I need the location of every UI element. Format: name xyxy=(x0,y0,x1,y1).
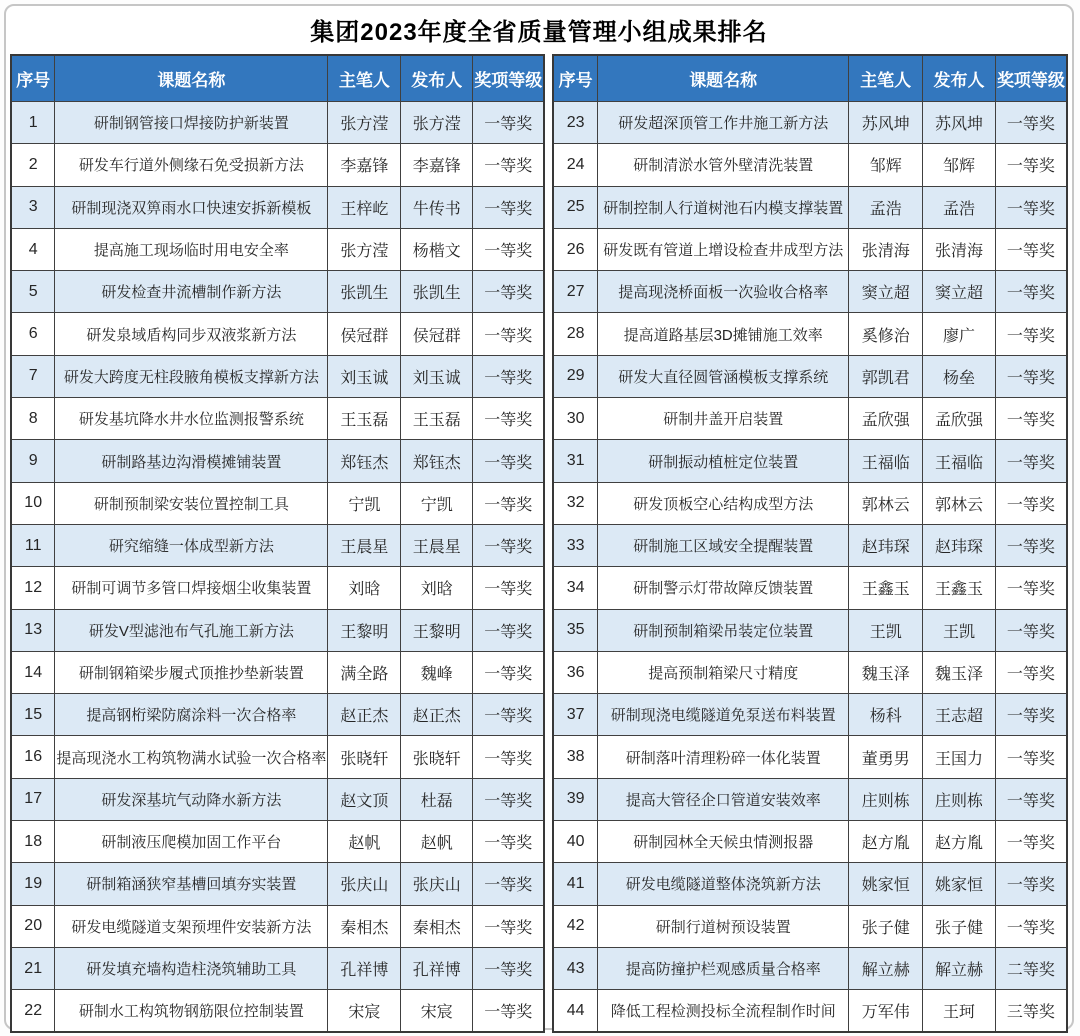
main-author-cell: 奚修治 xyxy=(849,313,923,355)
main-author-cell: 杨科 xyxy=(849,694,923,736)
main-author-cell: 侯冠群 xyxy=(328,313,401,355)
publisher-cell: 王凯 xyxy=(923,609,996,651)
topic-cell: 研制落叶清理粉碎一体化装置 xyxy=(598,736,849,778)
award-cell: 一等奖 xyxy=(995,567,1067,609)
topic-cell: 研发检查井流槽制作新方法 xyxy=(55,271,328,313)
award-cell: 一等奖 xyxy=(995,398,1067,440)
publisher-cell: 王福临 xyxy=(923,440,996,482)
topic-cell: 提高现浇水工构筑物满水试验一次合格率 xyxy=(55,736,328,778)
topic-cell: 研制施工区域安全提醒装置 xyxy=(598,524,849,566)
table-row xyxy=(11,102,544,144)
publisher-cell: 张凯生 xyxy=(401,271,473,313)
table-row xyxy=(11,736,544,778)
main-author-cell: 满全路 xyxy=(328,651,401,693)
main-author-cell: 张方滢 xyxy=(328,228,401,270)
row-number-cell: 9 xyxy=(11,440,55,482)
publisher-cell: 侯冠群 xyxy=(401,313,473,355)
main-author-cell: 董勇男 xyxy=(849,736,923,778)
publisher-cell: 廖广 xyxy=(923,313,996,355)
header-topic: 课题名称 xyxy=(598,55,849,102)
main-author-cell: 张清海 xyxy=(849,228,923,270)
table-body-right xyxy=(553,102,1067,1033)
table-row xyxy=(553,905,1067,947)
main-author-cell: 王凯 xyxy=(849,609,923,651)
topic-cell: 研制现浇电缆隧道免泵送布料装置 xyxy=(598,694,849,736)
topic-cell: 研究缩缝一体成型新方法 xyxy=(55,524,328,566)
row-number-cell: 2 xyxy=(11,144,55,186)
publisher-cell: 牛传书 xyxy=(401,186,473,228)
award-cell: 一等奖 xyxy=(995,905,1067,947)
main-author-cell: 赵正杰 xyxy=(328,694,401,736)
row-number-cell: 30 xyxy=(553,398,597,440)
table-row xyxy=(553,524,1067,566)
award-cell: 一等奖 xyxy=(995,609,1067,651)
row-number-cell: 5 xyxy=(11,271,55,313)
table-row xyxy=(11,905,544,947)
main-author-cell: 刘晗 xyxy=(328,567,401,609)
publisher-cell: 杨楷文 xyxy=(401,228,473,270)
main-author-cell: 赵文顶 xyxy=(328,778,401,820)
topic-cell: 提高大管径企口管道安装效率 xyxy=(598,778,849,820)
main-author-cell: 孟欣强 xyxy=(849,398,923,440)
award-cell: 一等奖 xyxy=(995,144,1067,186)
ranking-table-right xyxy=(552,54,1068,1033)
topic-cell: 研发深基坑气动降水新方法 xyxy=(55,778,328,820)
main-author-cell: 孔祥博 xyxy=(328,947,401,989)
topic-cell: 降低工程检测投标全流程制作时间 xyxy=(598,990,849,1032)
row-number-cell: 10 xyxy=(11,482,55,524)
publisher-cell: 邹辉 xyxy=(923,144,996,186)
award-cell: 一等奖 xyxy=(995,863,1067,905)
table-row xyxy=(11,228,544,270)
table-row xyxy=(553,778,1067,820)
table-row xyxy=(553,440,1067,482)
topic-cell: 研发V型滤池布气孔施工新方法 xyxy=(55,609,328,651)
award-cell: 二等奖 xyxy=(995,947,1067,989)
table-row xyxy=(11,651,544,693)
table-body-left xyxy=(11,102,544,1033)
table-row xyxy=(11,990,544,1032)
topic-cell: 提高道路基层3D摊铺施工效率 xyxy=(598,313,849,355)
topic-cell: 研制现浇双箅雨水口快速安拆新模板 xyxy=(55,186,328,228)
award-cell: 一等奖 xyxy=(473,609,545,651)
main-author-cell: 郭凯君 xyxy=(849,355,923,397)
row-number-cell: 39 xyxy=(553,778,597,820)
row-number-cell: 35 xyxy=(553,609,597,651)
row-number-cell: 12 xyxy=(11,567,55,609)
award-cell: 一等奖 xyxy=(473,736,545,778)
row-number-cell: 43 xyxy=(553,947,597,989)
topic-cell: 研制预制梁安装位置控制工具 xyxy=(55,482,328,524)
award-cell: 一等奖 xyxy=(473,271,545,313)
row-number-cell: 36 xyxy=(553,651,597,693)
publisher-cell: 姚家恒 xyxy=(923,863,996,905)
award-cell: 一等奖 xyxy=(473,778,545,820)
table-row xyxy=(553,651,1067,693)
header-row xyxy=(553,55,1067,102)
main-author-cell: 宋宸 xyxy=(328,990,401,1032)
row-number-cell: 14 xyxy=(11,651,55,693)
table-row xyxy=(553,567,1067,609)
header-topic: 课题名称 xyxy=(55,55,328,102)
row-number-cell: 18 xyxy=(11,821,55,863)
main-author-cell: 苏风坤 xyxy=(849,102,923,144)
main-author-cell: 刘玉诚 xyxy=(328,355,401,397)
header-award-level: 奖项等级 xyxy=(995,55,1067,102)
topic-cell: 提高预制箱梁尺寸精度 xyxy=(598,651,849,693)
award-cell: 一等奖 xyxy=(995,778,1067,820)
publisher-cell: 王黎明 xyxy=(401,609,473,651)
row-number-cell: 3 xyxy=(11,186,55,228)
row-number-cell: 13 xyxy=(11,609,55,651)
row-number-cell: 26 xyxy=(553,228,597,270)
award-cell: 一等奖 xyxy=(473,905,545,947)
table-row xyxy=(553,186,1067,228)
row-number-cell: 44 xyxy=(553,990,597,1032)
header-main-author: 主笔人 xyxy=(849,55,923,102)
table-row xyxy=(11,567,544,609)
publisher-cell: 王志超 xyxy=(923,694,996,736)
table-row xyxy=(11,186,544,228)
table-row xyxy=(553,694,1067,736)
publisher-cell: 解立赫 xyxy=(923,947,996,989)
topic-cell: 研发顶板空心结构成型方法 xyxy=(598,482,849,524)
table-row xyxy=(11,355,544,397)
table-row xyxy=(11,694,544,736)
main-author-cell: 王福临 xyxy=(849,440,923,482)
main-author-cell: 王鑫玉 xyxy=(849,567,923,609)
award-cell: 一等奖 xyxy=(995,228,1067,270)
topic-cell: 提高施工现场临时用电安全率 xyxy=(55,228,328,270)
table-row xyxy=(11,524,544,566)
main-author-cell: 姚家恒 xyxy=(849,863,923,905)
table-row xyxy=(11,609,544,651)
award-cell: 一等奖 xyxy=(473,440,545,482)
topic-cell: 研发既有管道上增设检查井成型方法 xyxy=(598,228,849,270)
row-number-cell: 8 xyxy=(11,398,55,440)
topic-cell: 研制行道树预设装置 xyxy=(598,905,849,947)
award-cell: 一等奖 xyxy=(473,144,545,186)
award-cell: 一等奖 xyxy=(473,482,545,524)
topic-cell: 研制箱涵狭窄基槽回填夯实装置 xyxy=(55,863,328,905)
award-cell: 一等奖 xyxy=(473,694,545,736)
main-author-cell: 张晓轩 xyxy=(328,736,401,778)
header-index: 序号 xyxy=(11,55,55,102)
publisher-cell: 郭林云 xyxy=(923,482,996,524)
award-cell: 三等奖 xyxy=(995,990,1067,1032)
row-number-cell: 22 xyxy=(11,990,55,1032)
publisher-cell: 苏风坤 xyxy=(923,102,996,144)
header-main-author: 主笔人 xyxy=(328,55,401,102)
publisher-cell: 张晓轩 xyxy=(401,736,473,778)
topic-cell: 研制井盖开启装置 xyxy=(598,398,849,440)
table-row xyxy=(553,102,1067,144)
topic-cell: 研制水工构筑物钢筋限位控制装置 xyxy=(55,990,328,1032)
main-author-cell: 王玉磊 xyxy=(328,398,401,440)
award-cell: 一等奖 xyxy=(473,821,545,863)
row-number-cell: 41 xyxy=(553,863,597,905)
header-publisher: 发布人 xyxy=(923,55,996,102)
topic-cell: 研制可调节多管口焊接烟尘收集装置 xyxy=(55,567,328,609)
table-row xyxy=(11,440,544,482)
main-author-cell: 王梓屹 xyxy=(328,186,401,228)
publisher-cell: 秦相杰 xyxy=(401,905,473,947)
topic-cell: 研制警示灯带故障反馈装置 xyxy=(598,567,849,609)
publisher-cell: 王晨星 xyxy=(401,524,473,566)
award-cell: 一等奖 xyxy=(473,863,545,905)
row-number-cell: 1 xyxy=(11,102,55,144)
header-award-level: 奖项等级 xyxy=(473,55,545,102)
publisher-cell: 王珂 xyxy=(923,990,996,1032)
row-number-cell: 15 xyxy=(11,694,55,736)
publisher-cell: 孟欣强 xyxy=(923,398,996,440)
topic-cell: 研制钢管接口焊接防护新装置 xyxy=(55,102,328,144)
tables-container xyxy=(10,54,1068,1033)
topic-cell: 提高防撞护栏观感质量合格率 xyxy=(598,947,849,989)
header-publisher: 发布人 xyxy=(401,55,473,102)
publisher-cell: 李嘉锋 xyxy=(401,144,473,186)
award-cell: 一等奖 xyxy=(473,313,545,355)
table-row xyxy=(553,736,1067,778)
award-cell: 一等奖 xyxy=(995,313,1067,355)
topic-cell: 研发超深顶管工作井施工新方法 xyxy=(598,102,849,144)
publisher-cell: 庄则栋 xyxy=(923,778,996,820)
row-number-cell: 7 xyxy=(11,355,55,397)
table-row xyxy=(553,355,1067,397)
publisher-cell: 孔祥博 xyxy=(401,947,473,989)
table-row xyxy=(11,947,544,989)
row-number-cell: 31 xyxy=(553,440,597,482)
row-number-cell: 42 xyxy=(553,905,597,947)
table-row xyxy=(553,313,1067,355)
table-row xyxy=(553,947,1067,989)
publisher-cell: 刘晗 xyxy=(401,567,473,609)
topic-cell: 研制预制箱梁吊装定位装置 xyxy=(598,609,849,651)
main-author-cell: 魏玉泽 xyxy=(849,651,923,693)
publisher-cell: 赵正杰 xyxy=(401,694,473,736)
publisher-cell: 郑钰杰 xyxy=(401,440,473,482)
topic-cell: 研制路基边沟滑模摊铺装置 xyxy=(55,440,328,482)
topic-cell: 研发大跨度无柱段腋角模板支撑新方法 xyxy=(55,355,328,397)
award-cell: 一等奖 xyxy=(995,736,1067,778)
publisher-cell: 宋宸 xyxy=(401,990,473,1032)
publisher-cell: 杨垒 xyxy=(923,355,996,397)
ranking-table-left xyxy=(10,54,545,1033)
main-author-cell: 庄则栋 xyxy=(849,778,923,820)
row-number-cell: 24 xyxy=(553,144,597,186)
award-cell: 一等奖 xyxy=(473,990,545,1032)
publisher-cell: 窦立超 xyxy=(923,271,996,313)
topic-cell: 研发车行道外侧缘石免受损新方法 xyxy=(55,144,328,186)
award-cell: 一等奖 xyxy=(473,102,545,144)
publisher-cell: 杜磊 xyxy=(401,778,473,820)
row-number-cell: 23 xyxy=(553,102,597,144)
topic-cell: 研发电缆隧道整体浇筑新方法 xyxy=(598,863,849,905)
publisher-cell: 张子健 xyxy=(923,905,996,947)
table-row xyxy=(11,482,544,524)
table-row xyxy=(11,271,544,313)
publisher-cell: 张方滢 xyxy=(401,102,473,144)
page-title: 集团2023年度全省质量管理小组成果排名 xyxy=(310,19,768,46)
main-author-cell: 张庆山 xyxy=(328,863,401,905)
row-number-cell: 21 xyxy=(11,947,55,989)
award-cell: 一等奖 xyxy=(995,694,1067,736)
award-cell: 一等奖 xyxy=(995,271,1067,313)
table-row xyxy=(11,313,544,355)
publisher-cell: 张清海 xyxy=(923,228,996,270)
table-row xyxy=(553,821,1067,863)
award-cell: 一等奖 xyxy=(995,440,1067,482)
award-cell: 一等奖 xyxy=(473,567,545,609)
table-row xyxy=(553,398,1067,440)
table-row xyxy=(553,863,1067,905)
award-cell: 一等奖 xyxy=(995,186,1067,228)
award-cell: 一等奖 xyxy=(995,651,1067,693)
publisher-cell: 赵帆 xyxy=(401,821,473,863)
row-number-cell: 25 xyxy=(553,186,597,228)
header-row xyxy=(11,55,544,102)
row-number-cell: 27 xyxy=(553,271,597,313)
row-number-cell: 6 xyxy=(11,313,55,355)
award-cell: 一等奖 xyxy=(473,186,545,228)
main-author-cell: 王晨星 xyxy=(328,524,401,566)
row-number-cell: 40 xyxy=(553,821,597,863)
award-cell: 一等奖 xyxy=(995,355,1067,397)
row-number-cell: 37 xyxy=(553,694,597,736)
main-author-cell: 张凯生 xyxy=(328,271,401,313)
main-author-cell: 窦立超 xyxy=(849,271,923,313)
award-cell: 一等奖 xyxy=(995,482,1067,524)
topic-cell: 研制振动植桩定位装置 xyxy=(598,440,849,482)
award-cell: 一等奖 xyxy=(473,947,545,989)
row-number-cell: 19 xyxy=(11,863,55,905)
award-cell: 一等奖 xyxy=(473,228,545,270)
topic-cell: 研制控制人行道树池石内模支撑装置 xyxy=(598,186,849,228)
topic-cell: 提高钢桁梁防腐涂料一次合格率 xyxy=(55,694,328,736)
table-row xyxy=(553,482,1067,524)
award-cell: 一等奖 xyxy=(995,524,1067,566)
publisher-cell: 赵方胤 xyxy=(923,821,996,863)
main-author-cell: 万军伟 xyxy=(849,990,923,1032)
award-cell: 一等奖 xyxy=(995,102,1067,144)
row-number-cell: 38 xyxy=(553,736,597,778)
main-author-cell: 郑钰杰 xyxy=(328,440,401,482)
table-row xyxy=(11,778,544,820)
row-number-cell: 28 xyxy=(553,313,597,355)
row-number-cell: 4 xyxy=(11,228,55,270)
main-author-cell: 张子健 xyxy=(849,905,923,947)
publisher-cell: 王玉磊 xyxy=(401,398,473,440)
publisher-cell: 赵玮琛 xyxy=(923,524,996,566)
main-author-cell: 王黎明 xyxy=(328,609,401,651)
row-number-cell: 20 xyxy=(11,905,55,947)
table-row xyxy=(553,271,1067,313)
table-row xyxy=(11,144,544,186)
table-row xyxy=(553,990,1067,1032)
header-index: 序号 xyxy=(553,55,597,102)
topic-cell: 研发大直径圆管涵模板支撑系统 xyxy=(598,355,849,397)
publisher-cell: 刘玉诚 xyxy=(401,355,473,397)
table-row xyxy=(553,609,1067,651)
publisher-cell: 孟浩 xyxy=(923,186,996,228)
topic-cell: 研发基坑降水井水位监测报警系统 xyxy=(55,398,328,440)
row-number-cell: 16 xyxy=(11,736,55,778)
main-author-cell: 宁凯 xyxy=(328,482,401,524)
topic-cell: 研发填充墙构造柱浇筑辅助工具 xyxy=(55,947,328,989)
topic-cell: 研发电缆隧道支架预埋件安装新方法 xyxy=(55,905,328,947)
row-number-cell: 11 xyxy=(11,524,55,566)
publisher-cell: 王鑫玉 xyxy=(923,567,996,609)
main-author-cell: 赵玮琛 xyxy=(849,524,923,566)
main-author-cell: 秦相杰 xyxy=(328,905,401,947)
publisher-cell: 张庆山 xyxy=(401,863,473,905)
publisher-cell: 魏峰 xyxy=(401,651,473,693)
main-author-cell: 赵帆 xyxy=(328,821,401,863)
table-row xyxy=(553,144,1067,186)
topic-cell: 研制液压爬模加固工作平台 xyxy=(55,821,328,863)
row-number-cell: 33 xyxy=(553,524,597,566)
topic-cell: 研制园林全天候虫情测报器 xyxy=(598,821,849,863)
main-author-cell: 赵方胤 xyxy=(849,821,923,863)
award-cell: 一等奖 xyxy=(995,821,1067,863)
row-number-cell: 32 xyxy=(553,482,597,524)
award-cell: 一等奖 xyxy=(473,651,545,693)
table-row xyxy=(11,863,544,905)
main-author-cell: 解立赫 xyxy=(849,947,923,989)
row-number-cell: 34 xyxy=(553,567,597,609)
main-author-cell: 孟浩 xyxy=(849,186,923,228)
main-author-cell: 郭林云 xyxy=(849,482,923,524)
award-cell: 一等奖 xyxy=(473,524,545,566)
publisher-cell: 宁凯 xyxy=(401,482,473,524)
publisher-cell: 王国力 xyxy=(923,736,996,778)
award-cell: 一等奖 xyxy=(473,398,545,440)
main-author-cell: 李嘉锋 xyxy=(328,144,401,186)
row-number-cell: 29 xyxy=(553,355,597,397)
sheet-frame xyxy=(4,4,1074,1030)
topic-cell: 研制清淤水管外壁清洗装置 xyxy=(598,144,849,186)
row-number-cell: 17 xyxy=(11,778,55,820)
table-row xyxy=(553,228,1067,270)
main-author-cell: 邹辉 xyxy=(849,144,923,186)
topic-cell: 研发泉域盾构同步双液浆新方法 xyxy=(55,313,328,355)
publisher-cell: 魏玉泽 xyxy=(923,651,996,693)
table-row xyxy=(11,398,544,440)
topic-cell: 研制钢箱梁步履式顶推抄垫新装置 xyxy=(55,651,328,693)
table-row xyxy=(11,821,544,863)
award-cell: 一等奖 xyxy=(473,355,545,397)
topic-cell: 提高现浇桥面板一次验收合格率 xyxy=(598,271,849,313)
main-author-cell: 张方滢 xyxy=(328,102,401,144)
